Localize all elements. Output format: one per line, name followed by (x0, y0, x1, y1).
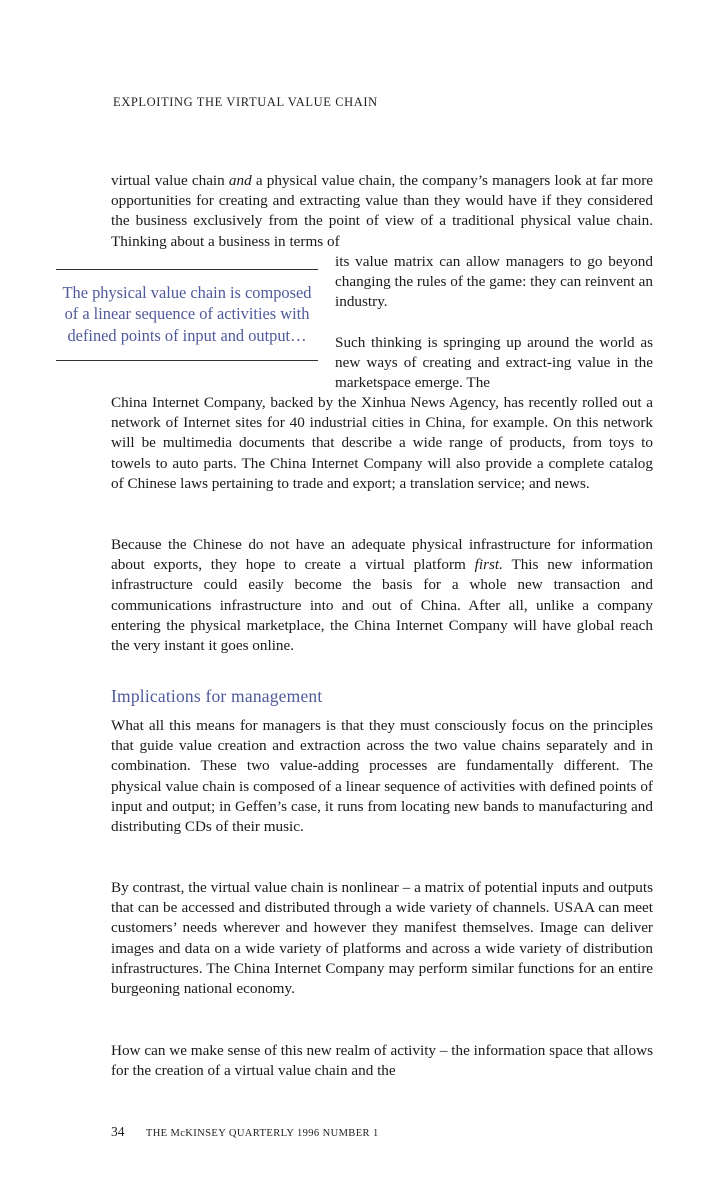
paragraph-how (111, 1041, 653, 1081)
paragraph-contrast (111, 878, 653, 999)
emphasis: first. (474, 556, 503, 574)
paragraph-text: By contrast, the virtual value chain is nonlinear – a matrix of potential inputs and outputs that can be accessed and distributed through a wide variety of channels. USAA can meet customers’ needs wherever and however they manifest themselves. Image can deliver images and data on a wide variety of platforms and across a wide variety of distribution infrastructures. The China Internet Company may perform similar functions for an entire burgeoning national economy. (111, 879, 653, 998)
paragraph-continuation: its value matrix can allow managers to go beyond changing the rules of the game: they can reinvent an industry. (335, 253, 653, 311)
section-heading: Implications for management (111, 686, 323, 706)
paragraph-such-thinking: Such thinking is springing up around the world as new ways of creating and extract-ing value in the marketspace emerge. The (335, 333, 653, 392)
page-number: 34 (111, 1124, 125, 1139)
journal-name: THE McKINSEY QUARTERLY 1996 NUMBER 1 (145, 1128, 379, 1139)
running-head: EXPLOITING THE VIRTUAL VALUE CHAIN (113, 95, 378, 109)
text-span: This new information infrastructure could easily become the basis for a whole new transaction and communications infrastructure into and out of China. After all, unlike a company entering the physical marketplace, the China Internet Company will have global reach the very instant it goes online. (111, 556, 654, 655)
text-span: Because the Chinese do not have an adequate physical infrastructure for information about exports, they hope to create a virtual platform (111, 536, 653, 574)
emphasis: and (228, 172, 252, 189)
paragraph-implications (111, 716, 653, 837)
paragraph-china-internet (111, 393, 653, 494)
paragraph-text: What all this means for managers is that they must consciously focus on the principles that guide value creation and extraction across the two value chains separately and in combination. These two value-adding processes are fundamentally different. The physical value chain is composed of a linear sequence of activities with defined points of input and output; in Geffen’s case, it runs from locating new bands to manufacturing and distributing CDs of their music. (111, 717, 653, 836)
paragraph-text: China Internet Company, backed by the Xinhua News Agency, has recently rolled out a network of Internet sites for 40 industrial cities in China, for example. On this network will be multimedia documents that describe a wide range of products, from toys to towels to auto parts. The China Internet Company will also provide a complete catalog of Chinese laws pertaining to trade and export; a translation service; and news. (111, 394, 653, 492)
pull-quote: The physical value chain is composed of a linear sequence of activities with defined points of input and output… (56, 269, 318, 361)
paragraph-because (111, 535, 653, 656)
paragraph-intro (111, 171, 653, 252)
paragraph-text: How can we make sense of this new realm of activity – the information space that allows for the creation of a virtual value chain and the (111, 1042, 653, 1080)
narrow-column (335, 252, 653, 393)
page-footer (111, 1124, 379, 1140)
text-span: a physical value chain, the company’s managers look at far more opportunities for creating and extracting value than they would have if they considered the business exclusively from the point of view of a traditional physical value chain. Thinking about a business in terms of (111, 172, 653, 250)
text-span: virtual value chain (111, 172, 229, 189)
